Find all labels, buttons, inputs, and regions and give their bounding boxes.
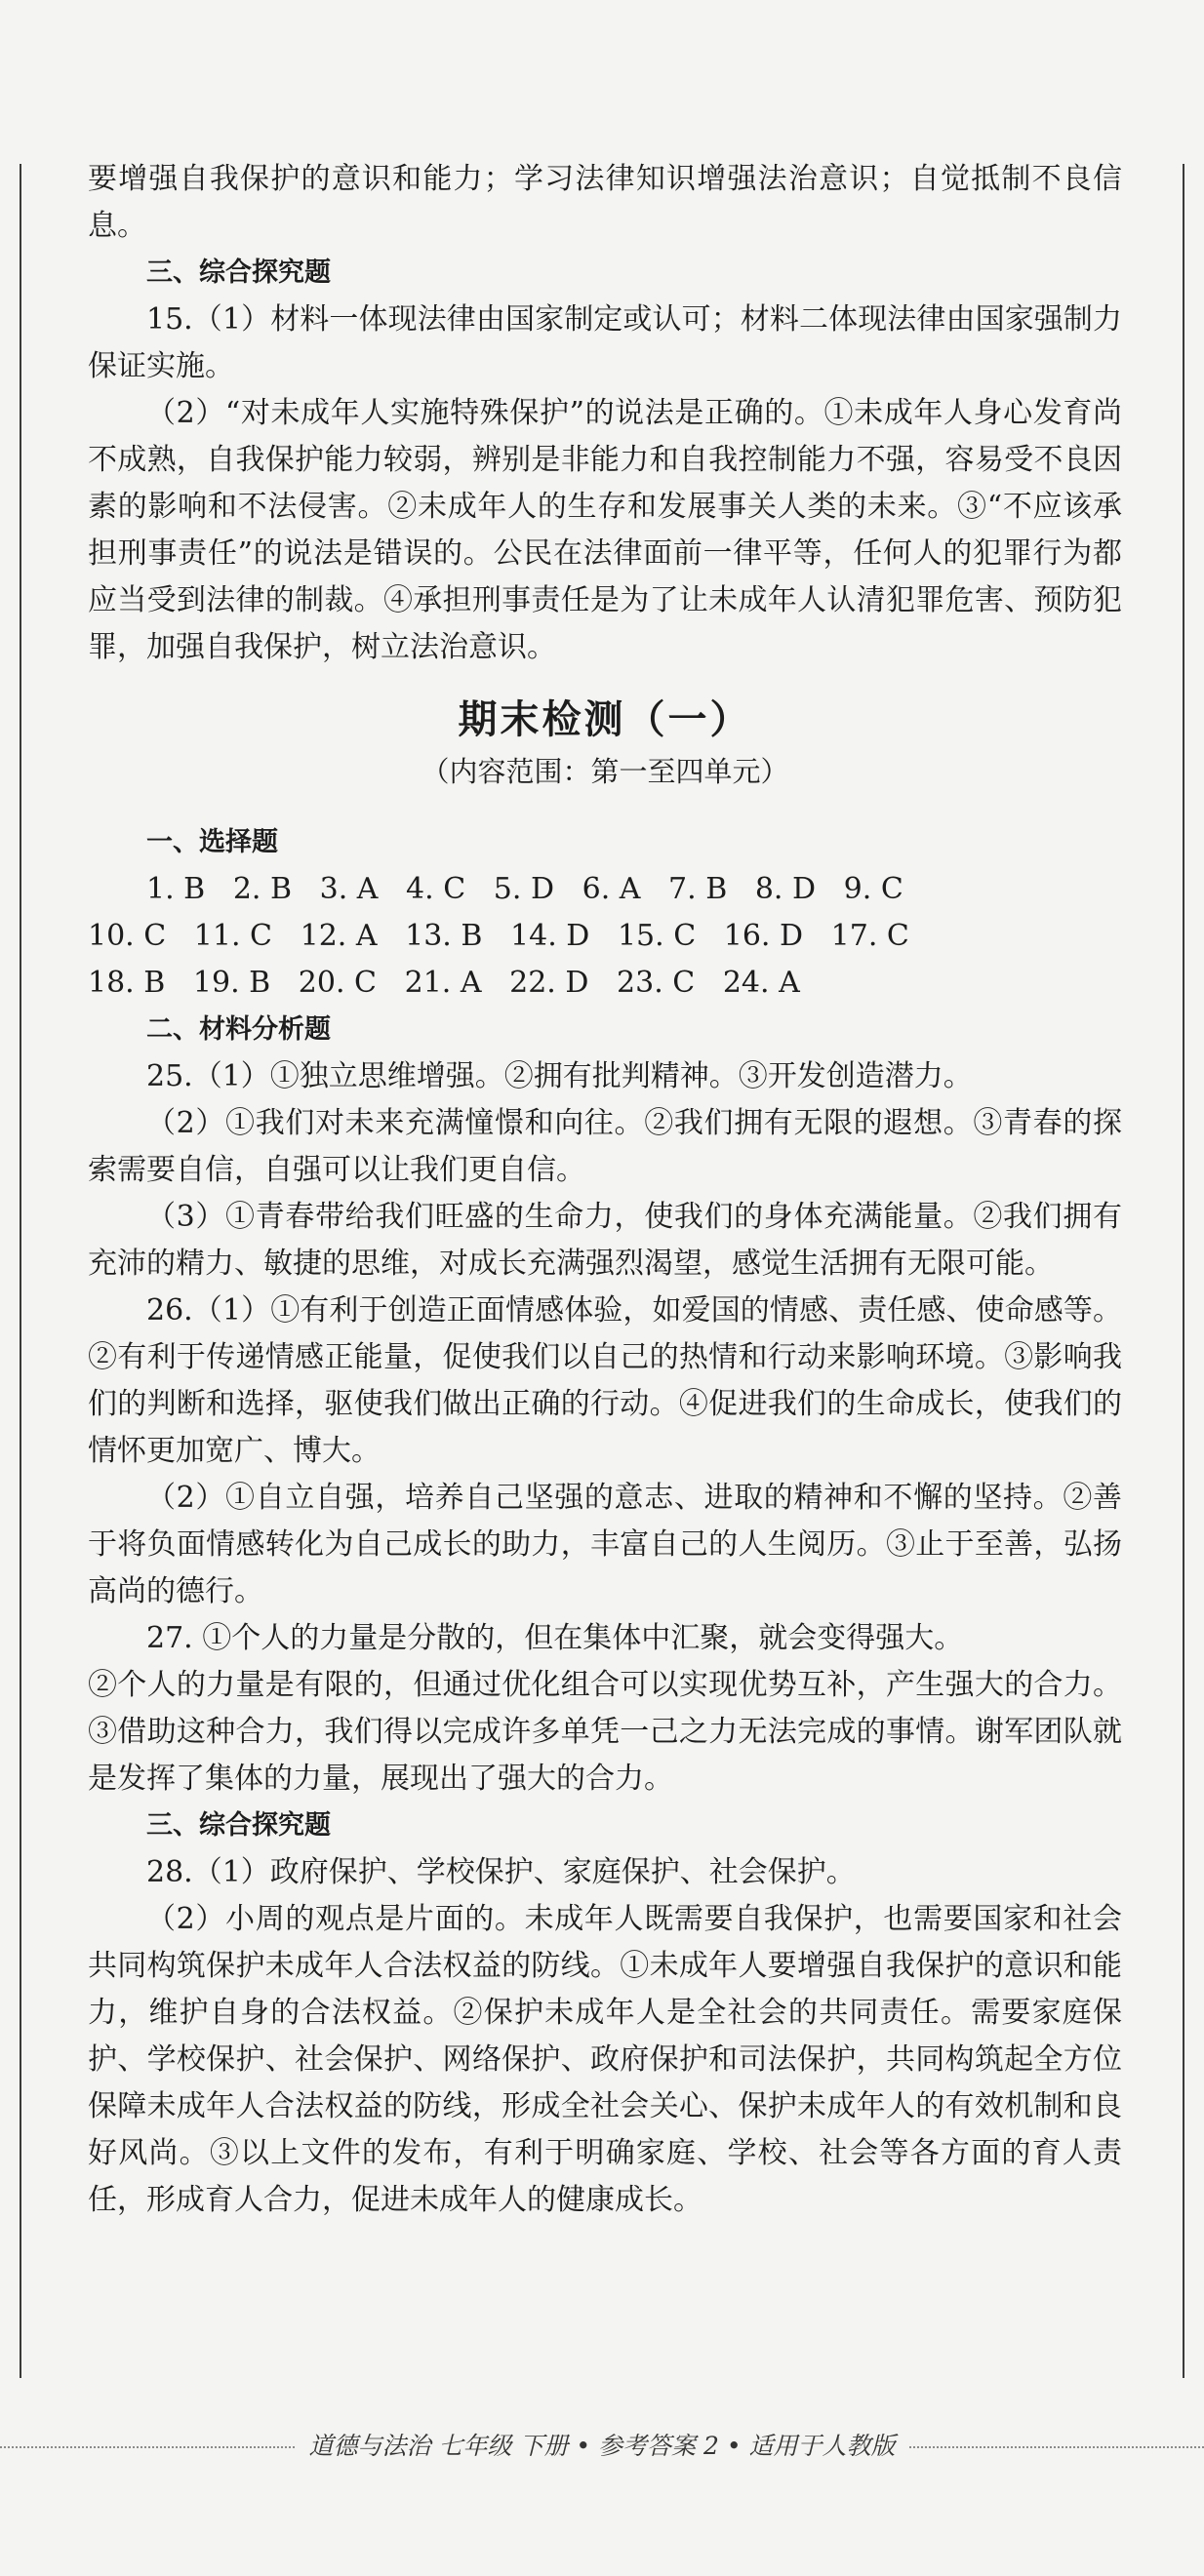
answer-content (88, 156, 1122, 2224)
exam-subtitle: （内容范围：第一至四单元） (421, 755, 789, 788)
left-margin-line (20, 164, 21, 2378)
section-heading: 一、选择题 (146, 827, 278, 857)
choice-answers-row: 10. C 11. C 12. A 13. B 14. D 15. C 16. D 17. C (88, 919, 909, 953)
choice-answers-row: 18. B 19. B 20. C 21. A 22. D 23. C 24. A (88, 966, 800, 1000)
answer-paragraph: 25.（1）①独立思维增强。②拥有批判精神。③开发创造潜力。 (146, 1059, 973, 1093)
page-footer (0, 2427, 1204, 2462)
answer-paragraph: ②个人的力量是有限的，但通过优化组合可以实现优势互补，产生强大的合力。③借助这种合力，我们得以完成许多单凭一己之力无法完成的事情。谢军团队就是发挥了集体的力量，展现出了强大的合力。 (88, 1668, 1122, 1796)
answer-paragraph: （3）①青春带给我们旺盛的生命力，使我们的身体充满能量。②我们拥有充沛的精力、敏捷的思维，对成长充满强烈渴望，感觉生活拥有无限可能。 (88, 1200, 1122, 1281)
answer-paragraph: （2）“对未成年人实施特殊保护”的说法是正确的。①未成年人身心发育尚不成熟，自我保护能力较弱，辨别是非能力和自我控制能力不强，容易受不良因素的影响和不法侵害。②未成年人的生存和发展事关人类的未来。③“不应该承担刑事责任”的说法是错误的。公民在法律面前一律平等，任何人的犯罪行为都应当受到法律的制裁。④承担刑事责任是为了让未成年人认清犯罪危害、预防犯罪，加强自我保护，树立法治意识。 (88, 396, 1122, 664)
answer-paragraph: 27. ①个人的力量是分散的，但在集体中汇聚，就会变得强大。 (146, 1621, 964, 1655)
footer-label: 道德与法治 七年级 下册 • 参考答案 2 • 适用于人教版 (295, 2432, 908, 2460)
answer-paragraph: 28.（1）政府保护、学校保护、家庭保护、社会保护。 (146, 1855, 856, 1889)
answer-paragraph: （2）①自立自强，培养自己坚强的意志、进取的精神和不懈的坚持。②善于将负面情感转化为自己成长的助力，丰富自己的人生阅历。③止于至善，弘扬高尚的德行。 (88, 1481, 1122, 1608)
right-margin-line (1183, 164, 1184, 2378)
choice-answers-row: 1. B 2. B 3. A 4. C 5. D 6. A 7. B 8. D 9. C (146, 872, 903, 906)
section-heading: 三、综合探究题 (146, 1810, 331, 1841)
paragraph: 要增强自我保护的意识和能力；学习法律知识增强法治意识；自觉抵制不良信息。 (88, 162, 1122, 243)
answer-paragraph: 15.（1）材料一体现法律由国家制定或认可；材料二体现法律由国家强制力保证实施。 (88, 302, 1122, 383)
section-heading: 三、综合探究题 (146, 258, 331, 288)
answer-paragraph: 26.（1）①有利于创造正面情感体验，如爱国的情感、责任感、使命感等。②有利于传递情感正能量，促使我们以自己的热情和行动来影响环境。③影响我们的判断和选择，驱使我们做出正确的行动。④促进我们的生命成长，使我们的情怀更加宽广、博大。 (88, 1293, 1122, 1468)
exam-title: 期末检测（一） (458, 697, 752, 742)
answer-paragraph: （2）①我们对未来充满憧憬和向往。②我们拥有无限的遐想。③青春的探索需要自信，自强可以让我们更自信。 (88, 1106, 1122, 1187)
answer-paragraph: （2）小周的观点是片面的。未成年人既需要自我保护，也需要国家和社会共同构筑保护未成年人合法权益的防线。①未成年人要增强自我保护的意识和能力，维护自身的合法权益。②保护未成年人是全社会的共同责任。需要家庭保护、学校保护、社会保护、网络保护、政府保护和司法保护，共同构筑起全方位保障未成年人合法权益的防线，形成全社会关心、保护未成年人的有效机制和良好风尚。③以上文件的发布，有利于明确家庭、学校、社会等各方面的育人责任，形成育人合力，促进未成年人的健康成长。 (88, 1902, 1122, 2217)
section-heading: 二、材料分析题 (146, 1014, 331, 1045)
